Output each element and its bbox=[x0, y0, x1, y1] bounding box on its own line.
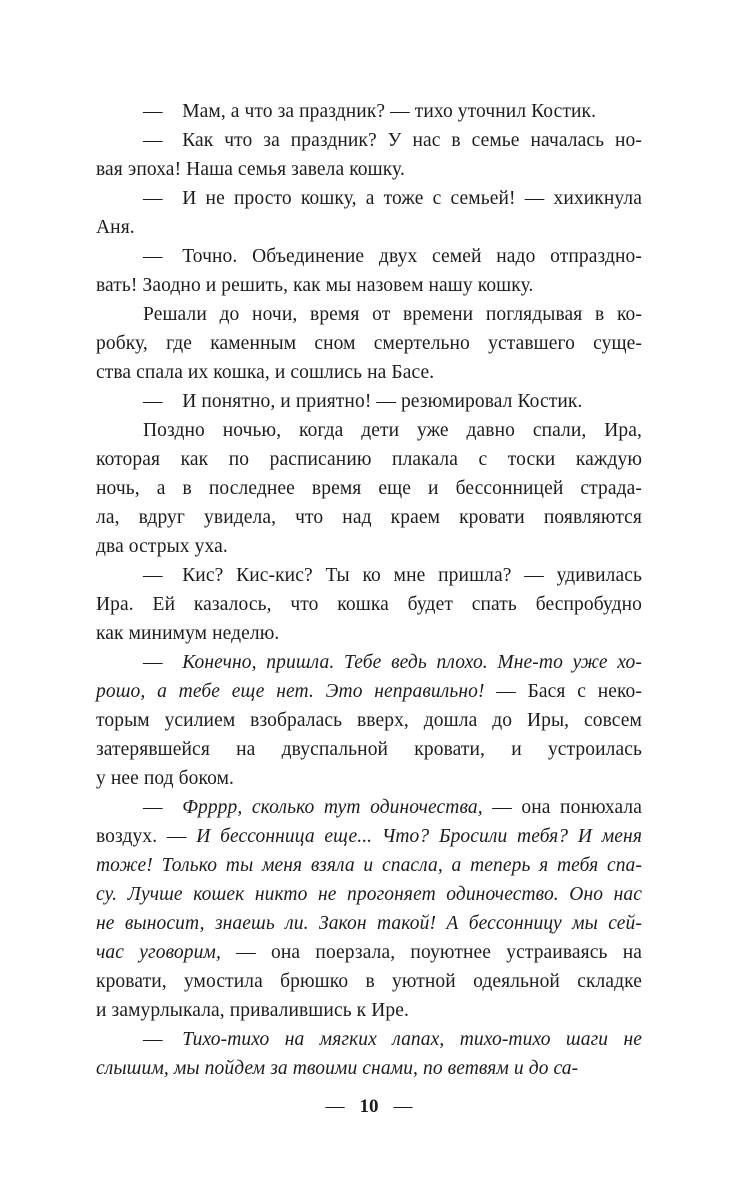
text-run: — bbox=[143, 652, 183, 673]
text-line bbox=[96, 416, 642, 445]
text-run: — она поерзала, поуютнее устраиваясь на bbox=[220, 942, 642, 963]
page-number: 10 bbox=[359, 1096, 379, 1117]
text-line bbox=[96, 503, 642, 532]
page-footer bbox=[0, 1092, 738, 1121]
text-line bbox=[96, 213, 642, 242]
text-block bbox=[96, 97, 642, 1083]
text-run: робку, где каменным сном смертельно уставшего суще- bbox=[96, 333, 642, 354]
text-run: как минимум неделю. bbox=[96, 623, 280, 644]
text-line bbox=[96, 793, 642, 822]
text-line bbox=[96, 532, 642, 561]
text-line bbox=[96, 677, 642, 706]
text-run: торым усилием взобралась вверх, дошла до Иры, совсем bbox=[96, 710, 642, 731]
text-line bbox=[96, 387, 642, 416]
text-run: — Мам, а что за праздник? — тихо уточнил Костик. bbox=[143, 101, 597, 122]
text-line bbox=[96, 184, 642, 213]
text-run: ночь, а в последнее время еще и бессонницей страда- bbox=[96, 478, 642, 499]
paragraph bbox=[96, 300, 642, 387]
paragraph bbox=[96, 242, 642, 300]
paragraph bbox=[96, 184, 642, 242]
text-line bbox=[96, 619, 642, 648]
italic-text-run: час уговорим, bbox=[96, 942, 221, 963]
text-line bbox=[96, 822, 642, 851]
text-line bbox=[96, 561, 642, 590]
italic-text-run: Фрррр, сколько тут одиночества, bbox=[182, 797, 483, 818]
text-line bbox=[96, 445, 642, 474]
text-line bbox=[96, 938, 642, 967]
text-run: воздух. — bbox=[96, 826, 197, 847]
text-run: — bbox=[143, 797, 183, 818]
paragraph bbox=[96, 387, 642, 416]
text-line bbox=[96, 242, 642, 271]
text-run: которая как по расписанию плакала с тоски каждую bbox=[96, 449, 642, 470]
italic-text-run: рошо, а тебе еще нет. Это неправильно! bbox=[96, 681, 485, 702]
text-run: и замурлыкала, привалившись к Ире. bbox=[96, 1000, 409, 1021]
text-line bbox=[96, 97, 642, 126]
text-run: вать! Заодно и решить, как мы назовем нашу кошку. bbox=[96, 275, 534, 296]
italic-text-run: Тихо-тихо на мягких лапах, тихо-тихо шаги не bbox=[182, 1029, 642, 1050]
text-run: у нее под боком. bbox=[96, 768, 235, 789]
text-run: ла, вдруг увидела, что над краем кровати появляются bbox=[96, 507, 642, 528]
italic-text-run: И бессонница еще... Что? Бросили тебя? И меня bbox=[196, 826, 642, 847]
paragraph bbox=[96, 561, 642, 648]
paragraph bbox=[96, 1025, 642, 1083]
footer-dash-left: — bbox=[325, 1096, 345, 1117]
text-run: — Как что за праздник? У нас в семье началась но- bbox=[143, 130, 642, 151]
paragraph bbox=[96, 793, 642, 1025]
text-line bbox=[96, 300, 642, 329]
text-run: — И не просто кошку, а тоже с семьей! — хихикнула bbox=[143, 188, 642, 209]
text-run: — И понятно, и приятно! — резюмировал Костик. bbox=[143, 391, 583, 412]
text-line bbox=[96, 590, 642, 619]
italic-text-run: су. Лучше кошек никто не прогоняет одиночество. Оно нас bbox=[96, 884, 642, 905]
text-run: Аня. bbox=[96, 217, 135, 238]
text-run: затерявшейся на двуспальной кровати, и устроилась bbox=[96, 739, 642, 760]
text-run: — Точно. Объединение двух семей надо отпраздно- bbox=[143, 246, 642, 267]
paragraph bbox=[96, 97, 642, 126]
italic-text-run: слышим, мы пойдем за твоими снами, по ветвям и до са- bbox=[96, 1058, 579, 1079]
text-line bbox=[96, 880, 642, 909]
footer-dash-right: — bbox=[393, 1096, 413, 1117]
italic-text-run: Конечно, пришла. Тебе ведь плохо. Мне-то уже хо- bbox=[182, 652, 642, 673]
text-run: ства спала их кошка, и сошлись на Басе. bbox=[96, 362, 435, 383]
text-line bbox=[96, 1054, 642, 1083]
text-line bbox=[96, 126, 642, 155]
text-run: вая эпоха! Наша семья завела кошку. bbox=[96, 159, 405, 180]
text-line bbox=[96, 155, 642, 184]
text-run: — Бася с неко- bbox=[484, 681, 643, 702]
paragraph bbox=[96, 416, 642, 561]
italic-text-run: не выносит, знаешь ли. Закон такой! А бессонницу мы сей- bbox=[96, 913, 642, 934]
text-line bbox=[96, 648, 642, 677]
text-line bbox=[96, 329, 642, 358]
text-line bbox=[96, 996, 642, 1025]
paragraph bbox=[96, 648, 642, 793]
text-line bbox=[96, 358, 642, 387]
text-line bbox=[96, 706, 642, 735]
text-run: — bbox=[143, 1029, 183, 1050]
italic-text-run: тоже! Только ты меня взяла и спасла, а теперь я тебя спа- bbox=[96, 855, 642, 876]
text-line bbox=[96, 909, 642, 938]
text-run: Ира. Ей казалось, что кошка будет спать беспробудно bbox=[96, 594, 642, 615]
text-line bbox=[96, 271, 642, 300]
text-run: Поздно ночью, когда дети уже давно спали, Ира, bbox=[143, 420, 642, 441]
text-line bbox=[96, 764, 642, 793]
text-line bbox=[96, 474, 642, 503]
text-run: кровати, умостила брюшко в уютной одеяльной складке bbox=[96, 971, 642, 992]
text-line bbox=[96, 735, 642, 764]
paragraph bbox=[96, 126, 642, 184]
text-run: два острых уха. bbox=[96, 536, 228, 557]
text-run: — она понюхала bbox=[482, 797, 642, 818]
text-line bbox=[96, 1025, 642, 1054]
text-run: Решали до ночи, время от времени поглядывая в ко- bbox=[143, 304, 642, 325]
text-line bbox=[96, 851, 642, 880]
text-run: — Кис? Кис-кис? Ты ко мне пришла? — удивилась bbox=[143, 565, 642, 586]
text-line bbox=[96, 967, 642, 996]
